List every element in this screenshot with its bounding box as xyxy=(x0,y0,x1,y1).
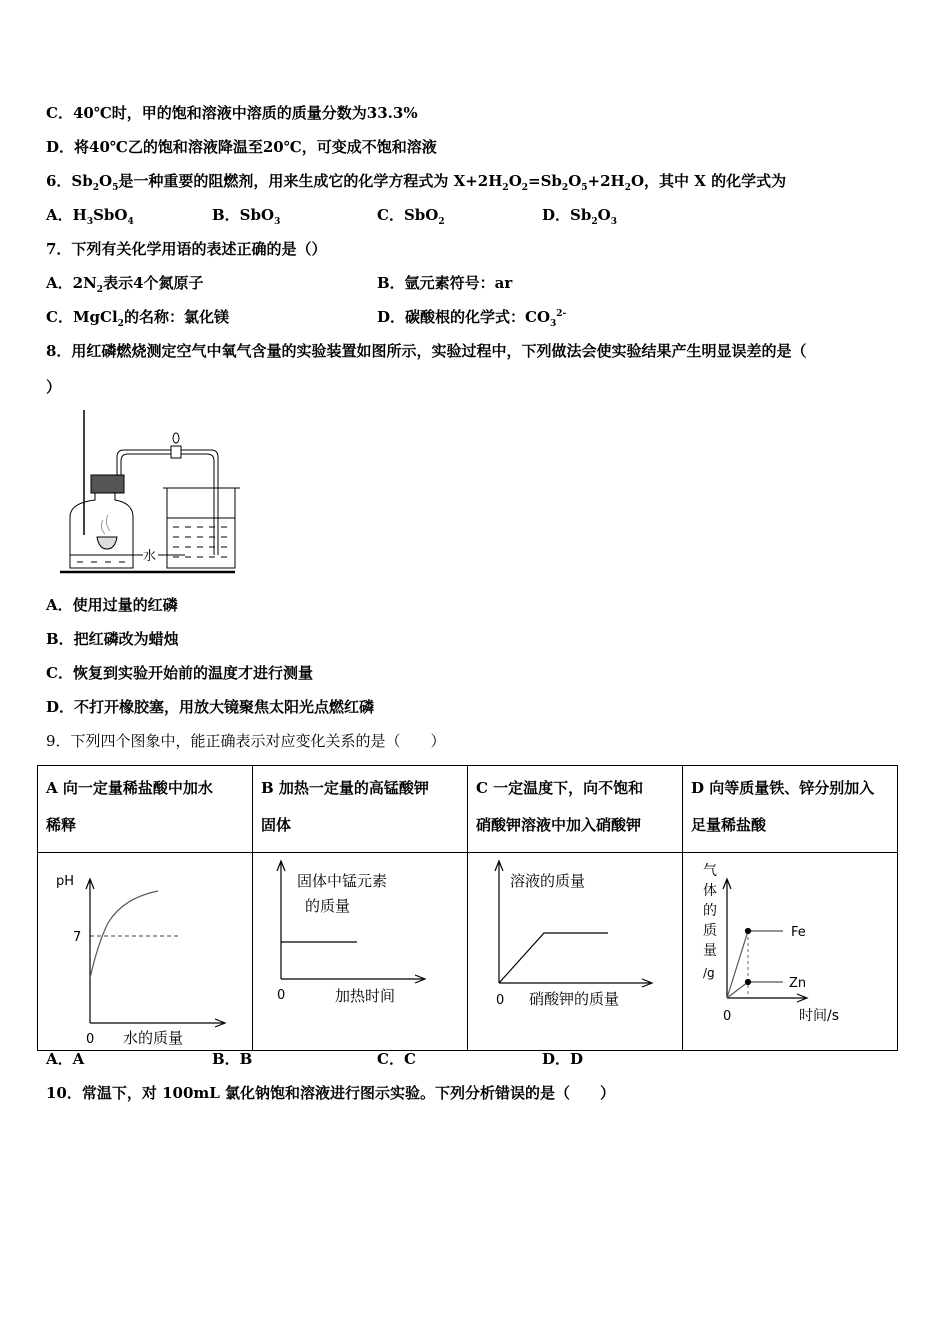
q8-option-d[interactable]: D．不打开橡胶塞，用放大镜聚焦太阳光点燃红磷 xyxy=(46,698,375,716)
svg-text:体: 体 xyxy=(703,883,717,899)
q9-header-b: B 加热一定量的高锰酸钾 固体 xyxy=(253,766,468,853)
svg-text:0: 0 xyxy=(277,988,286,1003)
svg-text:0: 0 xyxy=(86,1032,95,1047)
ph-curve xyxy=(90,891,158,978)
q6-option-c[interactable]: C．SbO$_2$ xyxy=(377,206,445,227)
svg-text:7: 7 xyxy=(73,930,82,945)
svg-text:Zn: Zn xyxy=(789,976,807,991)
q9-graph-table xyxy=(37,765,898,1051)
q7-option-d[interactable]: D．碳酸根的化学式：$CO_3^{2-}$ xyxy=(377,308,567,329)
q7-option-c[interactable]: C．MgCl$_2$的名称：氯化镁 xyxy=(46,308,229,329)
svg-text:0: 0 xyxy=(723,1009,732,1024)
q5-option-d: D．将40℃乙的饱和溶液降温至20℃，可变成不饱和溶液 xyxy=(46,138,437,156)
q6-option-b[interactable]: B．SbO$_3$ xyxy=(212,206,281,227)
q9-graph-c xyxy=(468,853,683,1051)
zn-line xyxy=(727,982,783,998)
svg-text:/g: /g xyxy=(703,966,715,980)
svg-text:固体中锰元素: 固体中锰元素 xyxy=(297,872,388,890)
q8-option-a[interactable]: A．使用过量的红磷 xyxy=(46,596,178,614)
svg-text:质: 质 xyxy=(703,923,717,939)
q10-stem: 10．常温下，对 100mL 氯化钠饱和溶液进行图示实验。下列分析错误的是（ ） xyxy=(46,1084,616,1102)
svg-text:溶液的质量: 溶液的质量 xyxy=(510,872,586,890)
q5-option-c: C．40℃时，甲的饱和溶液中溶质的质量分数为33.3% xyxy=(46,104,418,122)
q9-stem: 9．下列四个图象中，能正确表示对应变化关系的是（ ） xyxy=(46,732,446,750)
q9-graph-a xyxy=(38,853,253,1051)
svg-text:Fe: Fe xyxy=(791,925,806,940)
q7-option-a[interactable]: A．$2N_2$表示4个氮原子 xyxy=(46,274,204,295)
q9-header-d: D 向等质量铁、锌分别加入 足量稀盐酸 xyxy=(683,766,898,853)
q8-apparatus-figure xyxy=(55,405,240,577)
svg-text:硝酸钾的质量: 硝酸钾的质量 xyxy=(529,990,620,1008)
flame xyxy=(101,515,110,534)
q6-stem: 6．$Sb_2O_5$是一种重要的阻燃剂，用来生成它的化学方程式为 $X+2H_2O_2=Sb_2O_5+2H_2O$，其中 X 的化学式为 xyxy=(46,172,787,193)
q9-option-c[interactable]: C．C xyxy=(377,1050,416,1068)
q9-option-d[interactable]: D．D xyxy=(542,1050,584,1068)
svg-text:的: 的 xyxy=(703,903,717,919)
q8-stem: 8．用红磷燃烧测定空气中氧气含量的实验装置如图所示，实验过程中，下列做法会使实验结果产生明显误差的是（ xyxy=(46,342,807,360)
q9-header-c: C 一定温度下，向不饱和 硝酸钾溶液中加入硝酸钾 xyxy=(468,766,683,853)
solution-mass-line xyxy=(499,933,608,983)
svg-text:气: 气 xyxy=(703,863,717,879)
q7-stem: 7．下列有关化学用语的表述正确的是（） xyxy=(46,240,327,258)
q6-option-a[interactable]: A．$H_3SbO_4$ xyxy=(46,206,134,227)
clamp xyxy=(171,446,181,458)
q9-graph-b xyxy=(253,853,468,1051)
q7-option-b[interactable]: B．氩元素符号：ar xyxy=(377,274,513,292)
svg-text:加热时间: 加热时间 xyxy=(335,987,396,1005)
svg-text:量: 量 xyxy=(703,943,717,959)
spoon xyxy=(97,537,117,549)
svg-text:时间/s: 时间/s xyxy=(799,1008,840,1024)
svg-text:水的质量: 水的质量 xyxy=(123,1029,184,1047)
q6-option-d[interactable]: D．$Sb_2O_3$ xyxy=(542,206,617,227)
q8-stem-end: ） xyxy=(46,378,62,396)
q8-option-c[interactable]: C．恢复到实验开始前的温度才进行测量 xyxy=(46,664,313,682)
q8-option-b[interactable]: B．把红磷改为蜡烛 xyxy=(46,630,179,648)
q9-header-a: A 向一定量稀盐酸中加水 稀释 xyxy=(38,766,253,853)
svg-text:的质量: 的质量 xyxy=(305,897,351,915)
beaker xyxy=(163,488,240,568)
jar xyxy=(70,493,133,568)
q9-graph-d xyxy=(683,853,898,1051)
svg-text:pH: pH xyxy=(56,874,75,889)
q9-option-a[interactable]: A．A xyxy=(46,1050,85,1068)
svg-text:0: 0 xyxy=(496,993,505,1008)
q9-option-b[interactable]: B．B xyxy=(212,1050,253,1068)
stopper xyxy=(91,475,124,493)
fe-line xyxy=(727,931,783,998)
water-label: 水 xyxy=(143,549,157,564)
